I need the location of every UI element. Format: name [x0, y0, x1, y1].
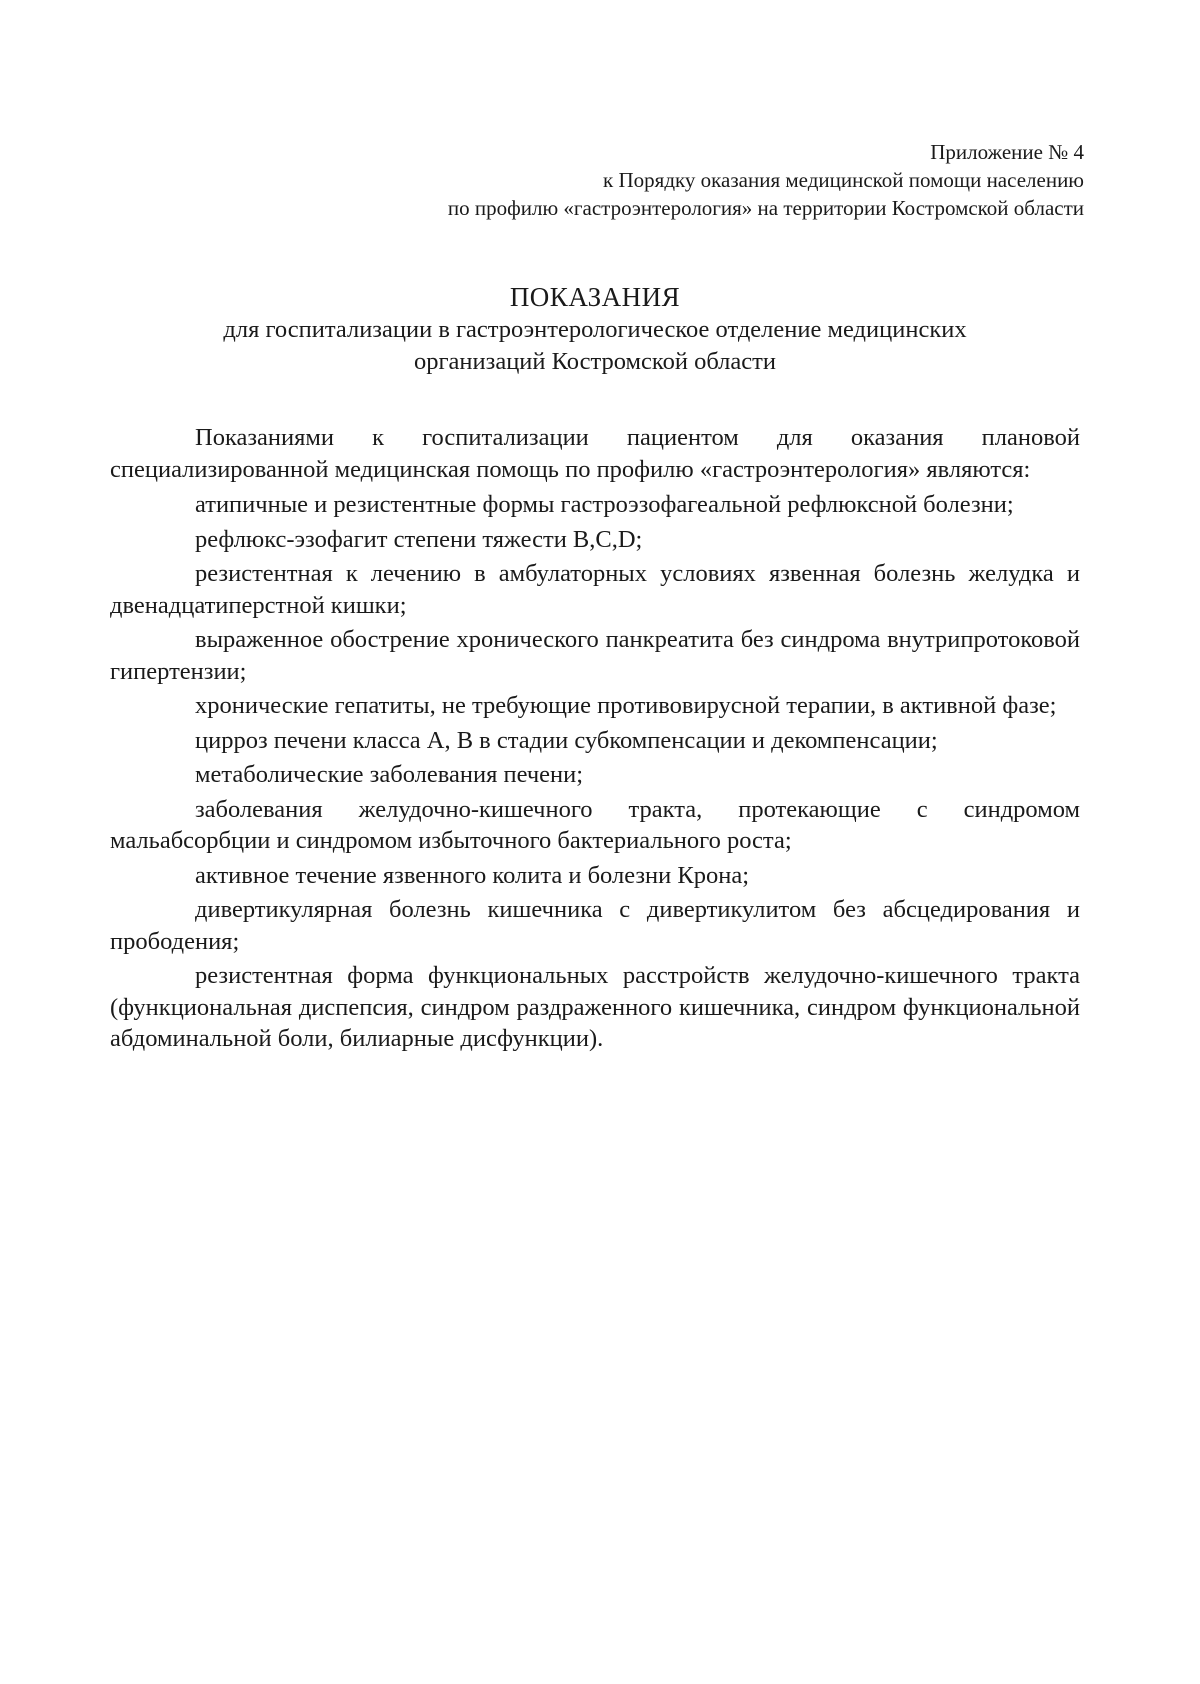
indication-item: рефлюкс-эзофагит степени тяжести B,C,D;: [195, 525, 643, 553]
indication-item: метаболические заболевания печени;: [195, 761, 584, 788]
document-subtitle-line-2: организаций Костромской области: [414, 348, 776, 375]
document-subtitle-line-1: для госпитализации в гастроэнтерологическое отделение медицинских: [223, 316, 967, 343]
indication-item: атипичные и резистентные формы гастроэзофагеальной рефлюксной болезни;: [195, 491, 1014, 518]
indication-item: цирроз печени класса А, В в стадии субкомпенсации и декомпенсации;: [195, 726, 938, 754]
indication-item: хронические гепатиты, не требующие противовирусной терапии, в активной фазе;: [195, 692, 1057, 719]
indication-item: дивертикулярная болезнь кишечника с дивертикулитом без абсцедирования и прободения;: [110, 896, 1080, 955]
appendix-number: Приложение № 4: [930, 140, 1084, 164]
appendix-profile-reference: по профилю «гастроэнтерология» на территории Костромской области: [447, 196, 1084, 220]
document-body: [110, 422, 1080, 1058]
indication-item: заболевания желудочно-кишечного тракта, протекающие с синдромом мальабсорбции и синдромом избыточного бактериального роста;: [110, 795, 1080, 854]
indication-item: выраженное обострение хронического панкреатита без синдрома внутрипротоковой гипертензии;: [110, 626, 1080, 685]
indication-item: активное течение язвенного колита и болезни Крона;: [195, 861, 750, 889]
appendix-reference: [448, 138, 1084, 222]
indication-item: резистентная к лечению в амбулаторных условиях язвенная болезнь желудка и двенадцатиперстной кишки;: [110, 560, 1080, 619]
appendix-order-reference: к Порядку оказания медицинской помощи населению: [603, 168, 1084, 192]
document-heading: [110, 280, 1080, 378]
indication-item: резистентная форма функциональных расстройств желудочно-кишечного тракта (функциональная диспепсия, синдром раздраженного кишечника, синдром функциональной абдоминальной боли, билиарные дисфункции).: [110, 962, 1080, 1052]
intro-paragraph: Показаниями к госпитализации пациентом для оказания плановой специализированной медицинская помощь по профилю «гастроэнтерология» являются:: [110, 424, 1080, 483]
document-title: ПОКАЗАНИЯ: [509, 282, 681, 312]
